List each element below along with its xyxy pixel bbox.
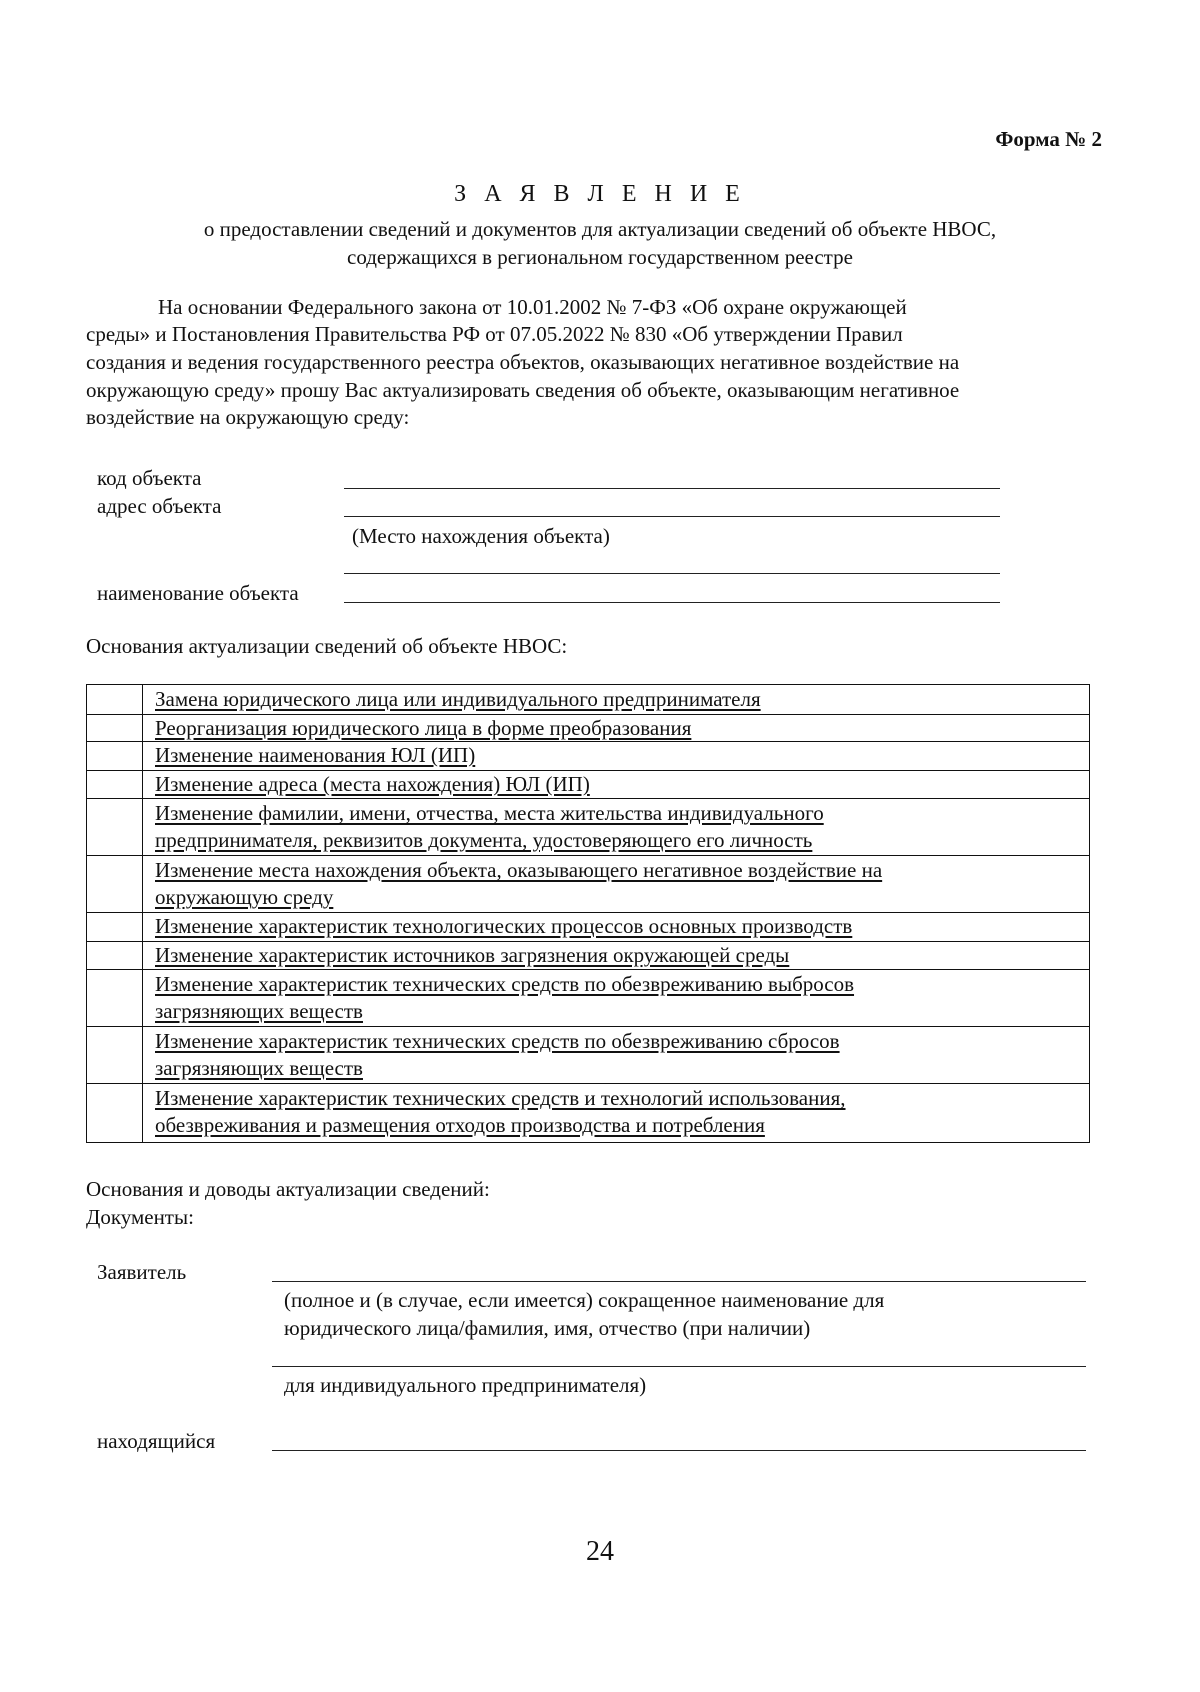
ground-text: Изменение наименования ЮЛ (ИП) (155, 743, 476, 767)
ground-text: Замена юридического лица или индивидуального предпринимателя (155, 687, 761, 711)
object-code-label: код объекта (97, 466, 202, 490)
object-address-field[interactable] (344, 516, 1000, 517)
ground-text-line2: окружающую среду (155, 885, 334, 909)
table-row[interactable] (87, 798, 1089, 856)
table-row[interactable] (87, 714, 1089, 742)
table-row[interactable] (87, 855, 1089, 913)
intro-line-5: воздействие на окружающую среду: (86, 405, 410, 429)
table-row[interactable] (87, 941, 1089, 970)
ground-text-line2: загрязняющих веществ (155, 999, 363, 1023)
table-row[interactable] (87, 969, 1089, 1027)
ground-text-line1: Изменение фамилии, имени, отчества, места жительства индивидуального (155, 801, 824, 825)
page-number: 24 (586, 1536, 614, 1567)
object-location-hint: (Место нахождения объекта) (352, 524, 610, 548)
applicant-hint-line2: юридического лица/фамилия, имя, отчество (при наличии) (284, 1316, 811, 1340)
reasons-label: Основания и доводы актуализации сведений: (86, 1177, 490, 1201)
documents-label: Документы: (86, 1205, 194, 1229)
table-row[interactable] (87, 741, 1089, 771)
intro-line-2: среды» и Постановления Правительства РФ от 07.05.2022 № 830 «Об утверждении Правил (86, 322, 903, 346)
document-subtitle-line2: содержащихся в региональном государственном реестре (347, 245, 853, 269)
ground-text: Изменение характеристик источников загрязнения окружающей среды (155, 943, 790, 967)
applicant-hint-line3: для индивидуального предпринимателя) (284, 1373, 647, 1397)
ground-text-line2: обезвреживания и размещения отходов производства и потребления (155, 1113, 765, 1137)
ground-text: Изменение характеристик технологических процессов основных производств (155, 914, 853, 938)
grounds-heading: Основания актуализации сведений об объекте НВОС: (86, 634, 568, 658)
ground-text-line1: Изменение места нахождения объекта, оказывающего негативное воздействие на (155, 858, 883, 882)
object-code-field[interactable] (344, 488, 1000, 489)
applicant-field[interactable] (272, 1281, 1086, 1282)
object-name-field[interactable] (344, 602, 1000, 603)
object-address-field-2[interactable] (344, 573, 1000, 574)
form-number: Форма № 2 (995, 127, 1102, 151)
located-field[interactable] (272, 1450, 1086, 1451)
intro-line-1: На основании Федерального закона от 10.01.2002 № 7-ФЗ «Об охране окружающей (158, 295, 907, 319)
table-row[interactable] (87, 912, 1089, 942)
ground-text-line1: Изменение характеристик технических средств по обезвреживанию сбросов (155, 1029, 840, 1053)
table-row[interactable] (87, 1026, 1089, 1084)
ground-text-line1: Изменение характеристик технических средств по обезвреживанию выбросов (155, 972, 855, 996)
intro-line-3: создания и ведения государственного реестра объектов, оказывающих негативное воздействие на (86, 350, 960, 374)
ground-text-line2: предпринимателя, реквизитов документа, удостоверяющего его личность (155, 828, 813, 852)
ground-text: Изменение адреса (места нахождения) ЮЛ (ИП) (155, 772, 590, 796)
intro-line-4: окружающую среду» прошу Вас актуализировать сведения об объекте, оказывающим негативное (86, 378, 960, 402)
ground-text: Реорганизация юридического лица в форме преобразования (155, 716, 692, 740)
ground-text-line1: Изменение характеристик технических средств и технологий использования, (155, 1086, 846, 1110)
document-title: З А Я В Л Е Н И Е (454, 181, 746, 207)
applicant-label: Заявитель (97, 1260, 187, 1284)
object-name-label: наименование объекта (97, 581, 299, 605)
located-label: находящийся (97, 1429, 216, 1453)
applicant-field-2[interactable] (272, 1366, 1086, 1367)
object-address-label: адрес объекта (97, 494, 222, 518)
applicant-hint-line1: (полное и (в случае, если имеется) сокращенное наименование для (284, 1288, 885, 1312)
table-row[interactable] (87, 770, 1089, 799)
table-row[interactable] (87, 1083, 1089, 1142)
grounds-table (86, 684, 1090, 1143)
ground-text-line2: загрязняющих веществ (155, 1056, 363, 1080)
document-subtitle-line1: о предоставлении сведений и документов для актуализации сведений об объекте НВОС, (203, 217, 997, 241)
table-row[interactable] (87, 685, 1089, 714)
